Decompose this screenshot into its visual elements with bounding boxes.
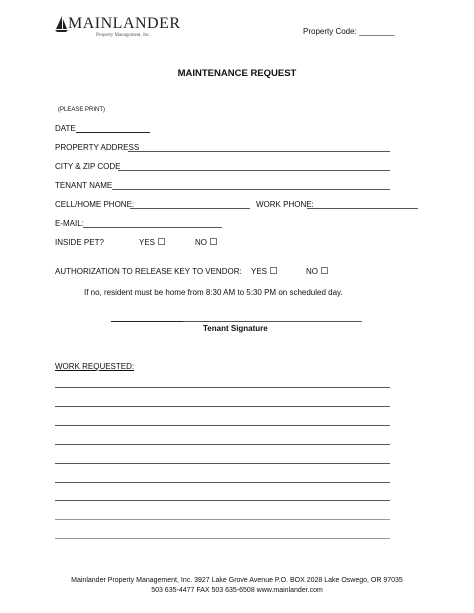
signature-line-right[interactable] (183, 321, 362, 322)
signature-line-left[interactable] (111, 321, 183, 322)
property-address-label: PROPERTY ADDRESS (55, 143, 140, 152)
inside-pet-label: INSIDE PET? (55, 238, 104, 247)
logo-name: MAINLANDER (68, 15, 181, 32)
resident-note: If no, resident must be home from 8:30 AM to 5:30 PM on scheduled day. (84, 288, 343, 297)
pet-yes-option[interactable] (139, 238, 165, 248)
work-line[interactable] (55, 519, 390, 520)
footer-address: Mainlander Property Management, Inc. 3927 Lake Grove Avenue P.O. BOX 2028 Lake Oswego, OR 97035 (71, 577, 403, 584)
pet-yes-checkbox[interactable] (158, 238, 165, 245)
city-zip-field[interactable] (118, 170, 390, 171)
tenant-name-label: TENANT NAME (55, 181, 113, 190)
work-line[interactable] (55, 482, 390, 483)
tenant-name-field[interactable] (112, 189, 390, 190)
work-line[interactable] (55, 387, 390, 388)
signature-label: Tenant Signature (203, 324, 268, 333)
date-field[interactable] (76, 132, 150, 133)
email-label: E-MAIL: (55, 219, 84, 228)
property-code-field[interactable]: Property Code: ________ (303, 27, 395, 36)
footer-contact: 503 635-4477 FAX 503 635-6508 www.mainlander.com (151, 587, 323, 594)
auth-yes-option[interactable] (251, 267, 277, 277)
work-line[interactable] (55, 425, 390, 426)
auth-no-label: NO (306, 267, 318, 276)
auth-yes-checkbox[interactable] (270, 267, 277, 274)
form-title: MAINTENANCE REQUEST (177, 68, 297, 79)
pet-no-option[interactable] (195, 238, 217, 248)
email-field[interactable] (83, 227, 222, 228)
pet-no-label: NO (195, 238, 207, 247)
date-label: DATE (55, 124, 76, 133)
cell-home-phone-field[interactable] (130, 208, 250, 209)
work-requested-label: WORK REQUESTED: (55, 362, 135, 371)
authorization-label: AUTHORIZATION TO RELEASE KEY TO VENDOR: (55, 267, 242, 276)
pet-no-checkbox[interactable] (210, 238, 217, 245)
work-line[interactable] (55, 463, 390, 464)
cell-home-phone-label: CELL/HOME PHONE: (55, 200, 135, 209)
work-line[interactable] (55, 538, 390, 539)
property-address-field[interactable] (128, 151, 390, 152)
logo-tagline: Property Management, Inc. (96, 33, 151, 38)
auth-no-option[interactable] (306, 267, 328, 277)
pet-yes-label: YES (139, 238, 156, 247)
print-note: (PLEASE PRINT) (58, 107, 106, 113)
auth-no-checkbox[interactable] (321, 267, 328, 274)
work-phone-field[interactable] (307, 208, 418, 209)
work-line[interactable] (55, 444, 390, 445)
auth-yes-label: YES (251, 267, 268, 276)
work-line[interactable] (55, 406, 390, 407)
work-line[interactable] (55, 500, 390, 501)
work-phone-label: WORK PHONE: (256, 200, 314, 209)
sail-icon (55, 16, 68, 32)
company-logo (55, 16, 181, 38)
city-zip-label: CITY & ZIP CODE (55, 162, 121, 171)
